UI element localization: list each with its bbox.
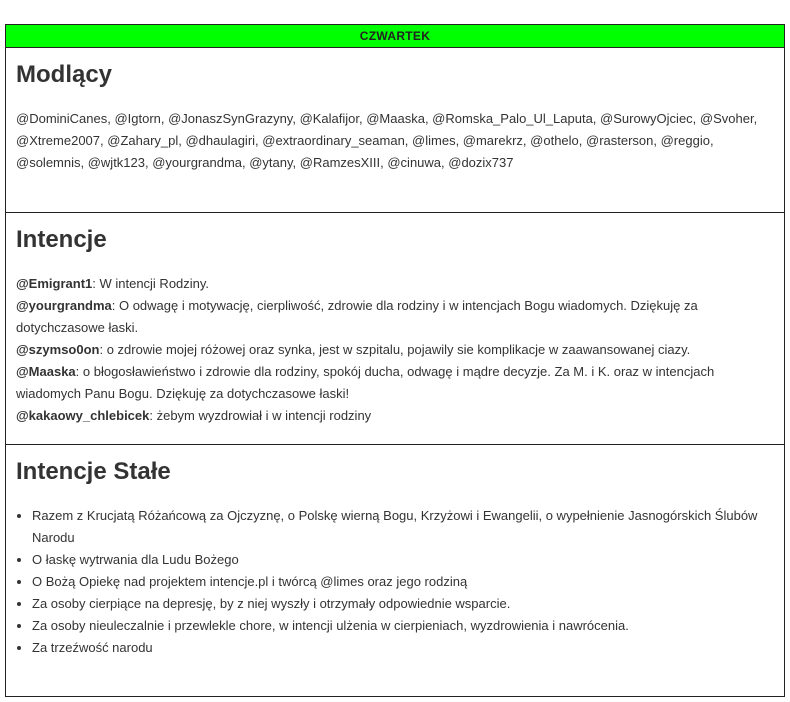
intention-user[interactable]: @Maaska	[16, 364, 76, 379]
intention-user[interactable]: @szymso0on	[16, 342, 100, 357]
permanent-intention-item: • Za osoby cierpiące na depresję, by z niej wyszły i otrzymały odpowiednie wsparcie.	[32, 593, 774, 615]
intention-item	[16, 273, 774, 295]
intention-text: : W intencji Rodziny.	[92, 276, 210, 291]
praying-section	[6, 48, 784, 213]
permanent-intention-item: • Za trzeźwość narodu	[32, 637, 774, 659]
day-panel	[5, 24, 785, 697]
intention-user[interactable]: @Emigrant1	[16, 276, 93, 291]
permanent-intention-item: • Razem z Krucjatą Różańcową za Ojczyznę, o Polskę wierną Bogu, Krzyżowi i Ewangelii, o wypełnienie Jasnogórskich Ślubów Narodu	[32, 505, 774, 549]
intention-text: : żebym wyzdrowiał i w intencji rodziny	[149, 408, 372, 423]
intentions-title: Intencje	[16, 226, 107, 253]
intention-item	[16, 405, 774, 427]
permanent-intentions-section	[6, 445, 784, 696]
intentions-section	[6, 213, 784, 445]
intention-text: : O odwagę i motywację, cierpliwość, zdrowie dla rodziny i w intencjach Bogu wiadomych. Dziękuję za dotychczasowe łaski.	[16, 298, 698, 335]
permanent-intention-item: • O łaskę wytrwania dla Ludu Bożego	[32, 549, 774, 571]
permanent-intention-item: • O Bożą Opiekę nad projektem intencje.pl i twórcą @limes oraz jego rodziną	[32, 571, 774, 593]
permanent-intention-item: • Za osoby nieuleczalnie i przewlekle chore, w intencji ulżenia w cierpieniach, wyzdrowienia i nawrócenia.	[32, 615, 774, 637]
permanent-intentions-title: Intencje Stałe	[16, 458, 171, 485]
intentions-list	[16, 273, 774, 427]
permanent-intentions-list	[16, 505, 774, 659]
intention-item	[16, 361, 774, 405]
intention-user[interactable]: @kakaowy_chlebicek	[16, 408, 150, 423]
intention-text: : o błogosławieństwo i zdrowie dla rodziny, spokój ducha, odwagę i mądre decyzje. Za M. i K. oraz w intencjach wiadomych Panu Bogu. Dziękuję za dotychczasowe łaski!	[16, 364, 715, 401]
praying-title: Modlący	[16, 61, 113, 88]
intention-text: : o zdrowie mojej różowej oraz synka, jest w szpitalu, pojawily sie komplikacje w zaawansowanej ciazy.	[99, 342, 691, 357]
intention-item	[16, 295, 774, 339]
praying-users-list: @DominiCanes, @Igtorn, @JonaszSynGrazyny, @Kalafijor, @Maaska, @Romska_Palo_Ul_Laputa, @SurowyOjciec, @Svoher, @Xtreme2007, @Zahary_pl, @dhaulagiri, @extraordinary_seaman, @limes, @marekrz, @othelo, @rasterson, @reggio, @solemnis, @wjtk123, @yourgrandma, @ytany, @RamzesXIII, @cinuwa, @dozix737	[16, 111, 758, 170]
intention-user[interactable]: @yourgrandma	[16, 298, 112, 313]
day-header: CZWARTEK	[6, 25, 784, 48]
intention-item	[16, 339, 774, 361]
